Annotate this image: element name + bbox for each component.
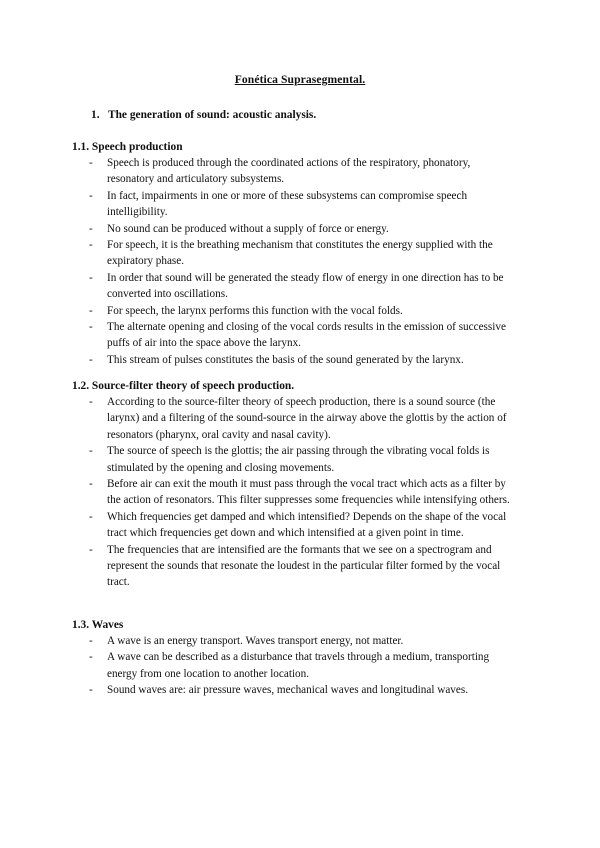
bullet-dash: -: [89, 321, 93, 334]
bullet-dash: -: [89, 510, 93, 523]
list-item: [89, 633, 511, 649]
list-item: [89, 221, 511, 237]
list-item-text: The frequencies that are intensified are the formants that we see on a spectrogram and represent the sounds that resonate the loudest in the particular filter formed by the vocal tract.: [107, 543, 501, 589]
list-item: [89, 476, 511, 509]
list-item-text: Before air can exit the mouth it must pass through the vocal tract which acts as a filter by the action of resonators. This filter suppresses some frequencies while intensifying others.: [107, 478, 510, 507]
list-item-text: According to the source-filter theory of speech production, there is a sound source (the larynx) and a filtering of the sound-source in the airway above the glottis by the action of resonators (pharynx, oral cavity and nasal cavity).: [107, 396, 507, 441]
list-item: [89, 542, 511, 591]
list-item: [89, 682, 511, 698]
list-item-text: In fact, impairments in one or more of these subsystems can compromise speech intelligibility.: [107, 189, 468, 219]
bullet-dash: -: [89, 157, 93, 169]
list-item-text: In order that sound will be generated the steady flow of energy in one direction has to be converted into oscillations.: [107, 271, 504, 301]
bullet-dash: -: [89, 353, 93, 366]
list-item: [89, 443, 511, 476]
list-item: [89, 270, 511, 303]
chapter-title: The generation of sound: acoustic analysis.: [108, 109, 317, 121]
bullet-dash: -: [89, 239, 93, 252]
bullet-list-source-filter: [89, 394, 511, 591]
bullet-dash: -: [89, 651, 93, 664]
chapter-heading: [91, 107, 316, 123]
bullet-dash: -: [89, 222, 93, 235]
list-item-text: For speech, it is the breathing mechanism that constitutes the energy supplied with the expiratory phase.: [107, 239, 493, 268]
list-item-text: The source of speech is the glottis; the air passing through the vibrating vocal folds is stimulated by the opening and closing movements.: [107, 445, 490, 474]
section-heading-waves: 1.3. Waves: [72, 619, 124, 631]
list-item: [89, 188, 511, 221]
list-item: [89, 303, 511, 319]
list-item-text: No sound can be produced without a supply of force or energy.: [107, 222, 389, 235]
bullet-dash: -: [89, 396, 93, 408]
bullet-dash: -: [89, 445, 93, 458]
list-item-text: The alternate opening and closing of the vocal cords results in the emission of successive puffs of air into the space above the larynx.: [107, 321, 506, 350]
chapter-number: 1.: [91, 109, 100, 121]
list-item-text: Sound waves are: air pressure waves, mechanical waves and longitudinal waves.: [107, 684, 468, 697]
list-item: [89, 509, 511, 542]
bullet-dash: -: [89, 304, 93, 317]
list-item-text: A wave can be described as a disturbance that travels through a medium, transporting energy from one location to another location.: [107, 651, 490, 680]
bullet-dash: -: [89, 635, 93, 647]
list-item-text: A wave is an energy transport. Waves transport energy, not matter.: [107, 635, 404, 647]
document-title: Fonética Suprasegmental.: [234, 73, 366, 86]
list-item: [89, 649, 511, 682]
list-item-text: Speech is produced through the coordinated actions of the respiratory, phonatory, resonatory and articulatory subsystems.: [107, 157, 471, 186]
list-item: [89, 394, 511, 443]
bullet-list-speech-production: [89, 155, 511, 368]
bullet-dash: -: [89, 478, 93, 491]
list-item-text: This stream of pulses constitutes the basis of the sound generated by the larynx.: [107, 353, 464, 366]
list-item: [89, 237, 511, 270]
list-item: [89, 319, 511, 352]
bullet-dash: -: [89, 543, 93, 556]
list-item-text: Which frequencies get damped and which intensified? Depends on the shape of the vocal tract which frequencies get down and which intensified at a given point in time.: [107, 510, 507, 540]
bullet-dash: -: [89, 684, 93, 697]
section-heading-source-filter: 1.2. Source-filter theory of speech production.: [72, 380, 295, 392]
list-item: [89, 352, 511, 368]
list-item: [89, 155, 511, 188]
bullet-dash: -: [89, 189, 93, 202]
section-heading-speech-production: 1.1. Speech production: [72, 141, 183, 153]
list-item-text: For speech, the larynx performs this function with the vocal folds.: [107, 304, 403, 317]
bullet-list-waves: [89, 633, 511, 699]
bullet-dash: -: [89, 271, 93, 284]
